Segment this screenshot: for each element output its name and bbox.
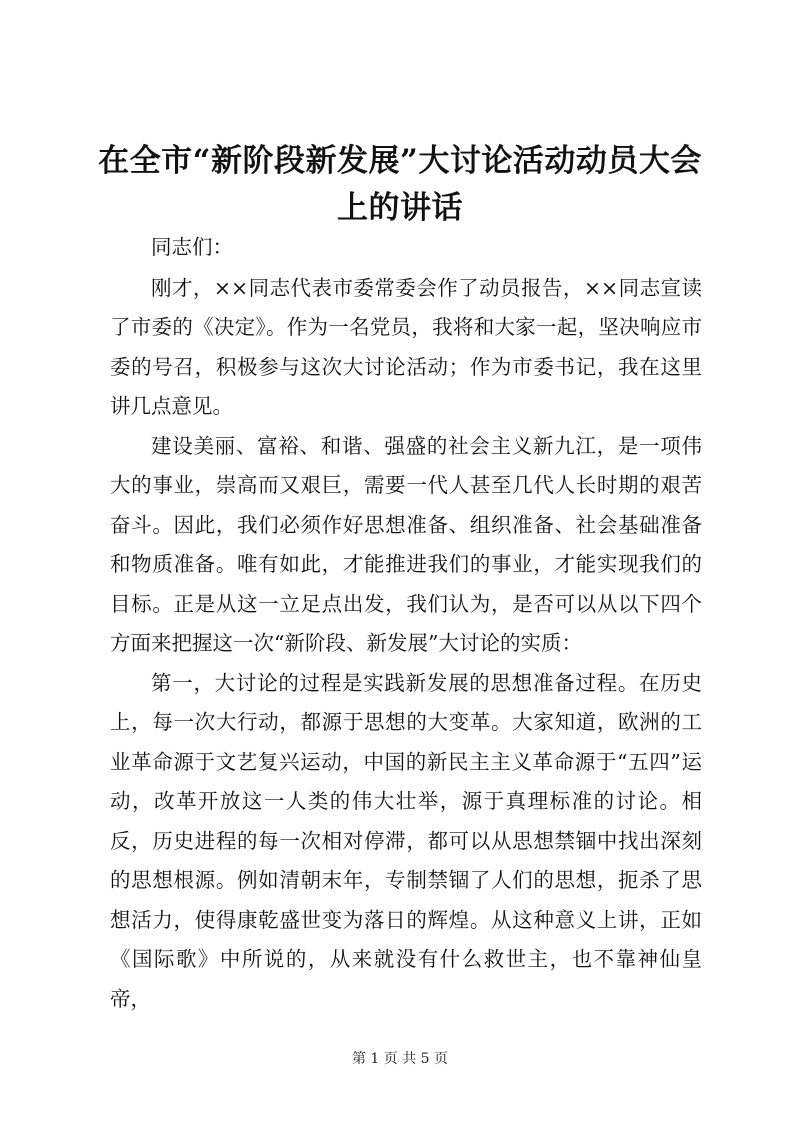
document-title: 在全市“新阶段新发展”大讨论活动动员大会上的讲话 [98,143,702,226]
page-number-footer: 第 1 页 共 5 页 [351,1051,449,1067]
paragraph-1: 刚才，××同志代表市委常委会作了动员报告，××同志宣读了市委的《决定》。作为一名党员，我将和大家一起，坚决响应市委的号召，积极参与这次大讨论活动；作为市委书记，我在这里讲几点意见。 [110,275,702,418]
document-body [110,228,702,1019]
paragraph-3: 第一，大讨论的过程是实践新发展的思想准备过程。在历史上，每一次大行动，都源于思想的大变革。大家知道，欧洲的工业革命源于文艺复兴运动，中国的新民主主义革命源于“五四”运动，改革开放这一人类的伟大壮举，源于真理标准的讨论。相反，历史进程的每一次相对停滞，都可以从思想禁锢中找出深刻的思想根源。例如清朝末年，专制禁锢了人们的思想，扼杀了思想活力，使得康乾盛世变为落日的辉煌。从这种意义上讲，正如《国际歌》中所说的，从来就没有什么救世主，也不靠神仙皇帝， [110,670,702,1011]
salutation: 同志们： [151,235,233,259]
paragraph-2: 建设美丽、富裕、和谐、强盛的社会主义新九江，是一项伟大的事业，崇高而又艰巨，需要一代人甚至几代人长时期的艰苦奋斗。因此，我们必须作好思想准备、组织准备、社会基础准备和物质准备。唯有如此，才能推进我们的事业，才能实现我们的目标。正是从这一立足点出发，我们认为，是否可以从以下四个方面来把握这一次“新阶段、新发展”大讨论的实质： [110,433,702,655]
